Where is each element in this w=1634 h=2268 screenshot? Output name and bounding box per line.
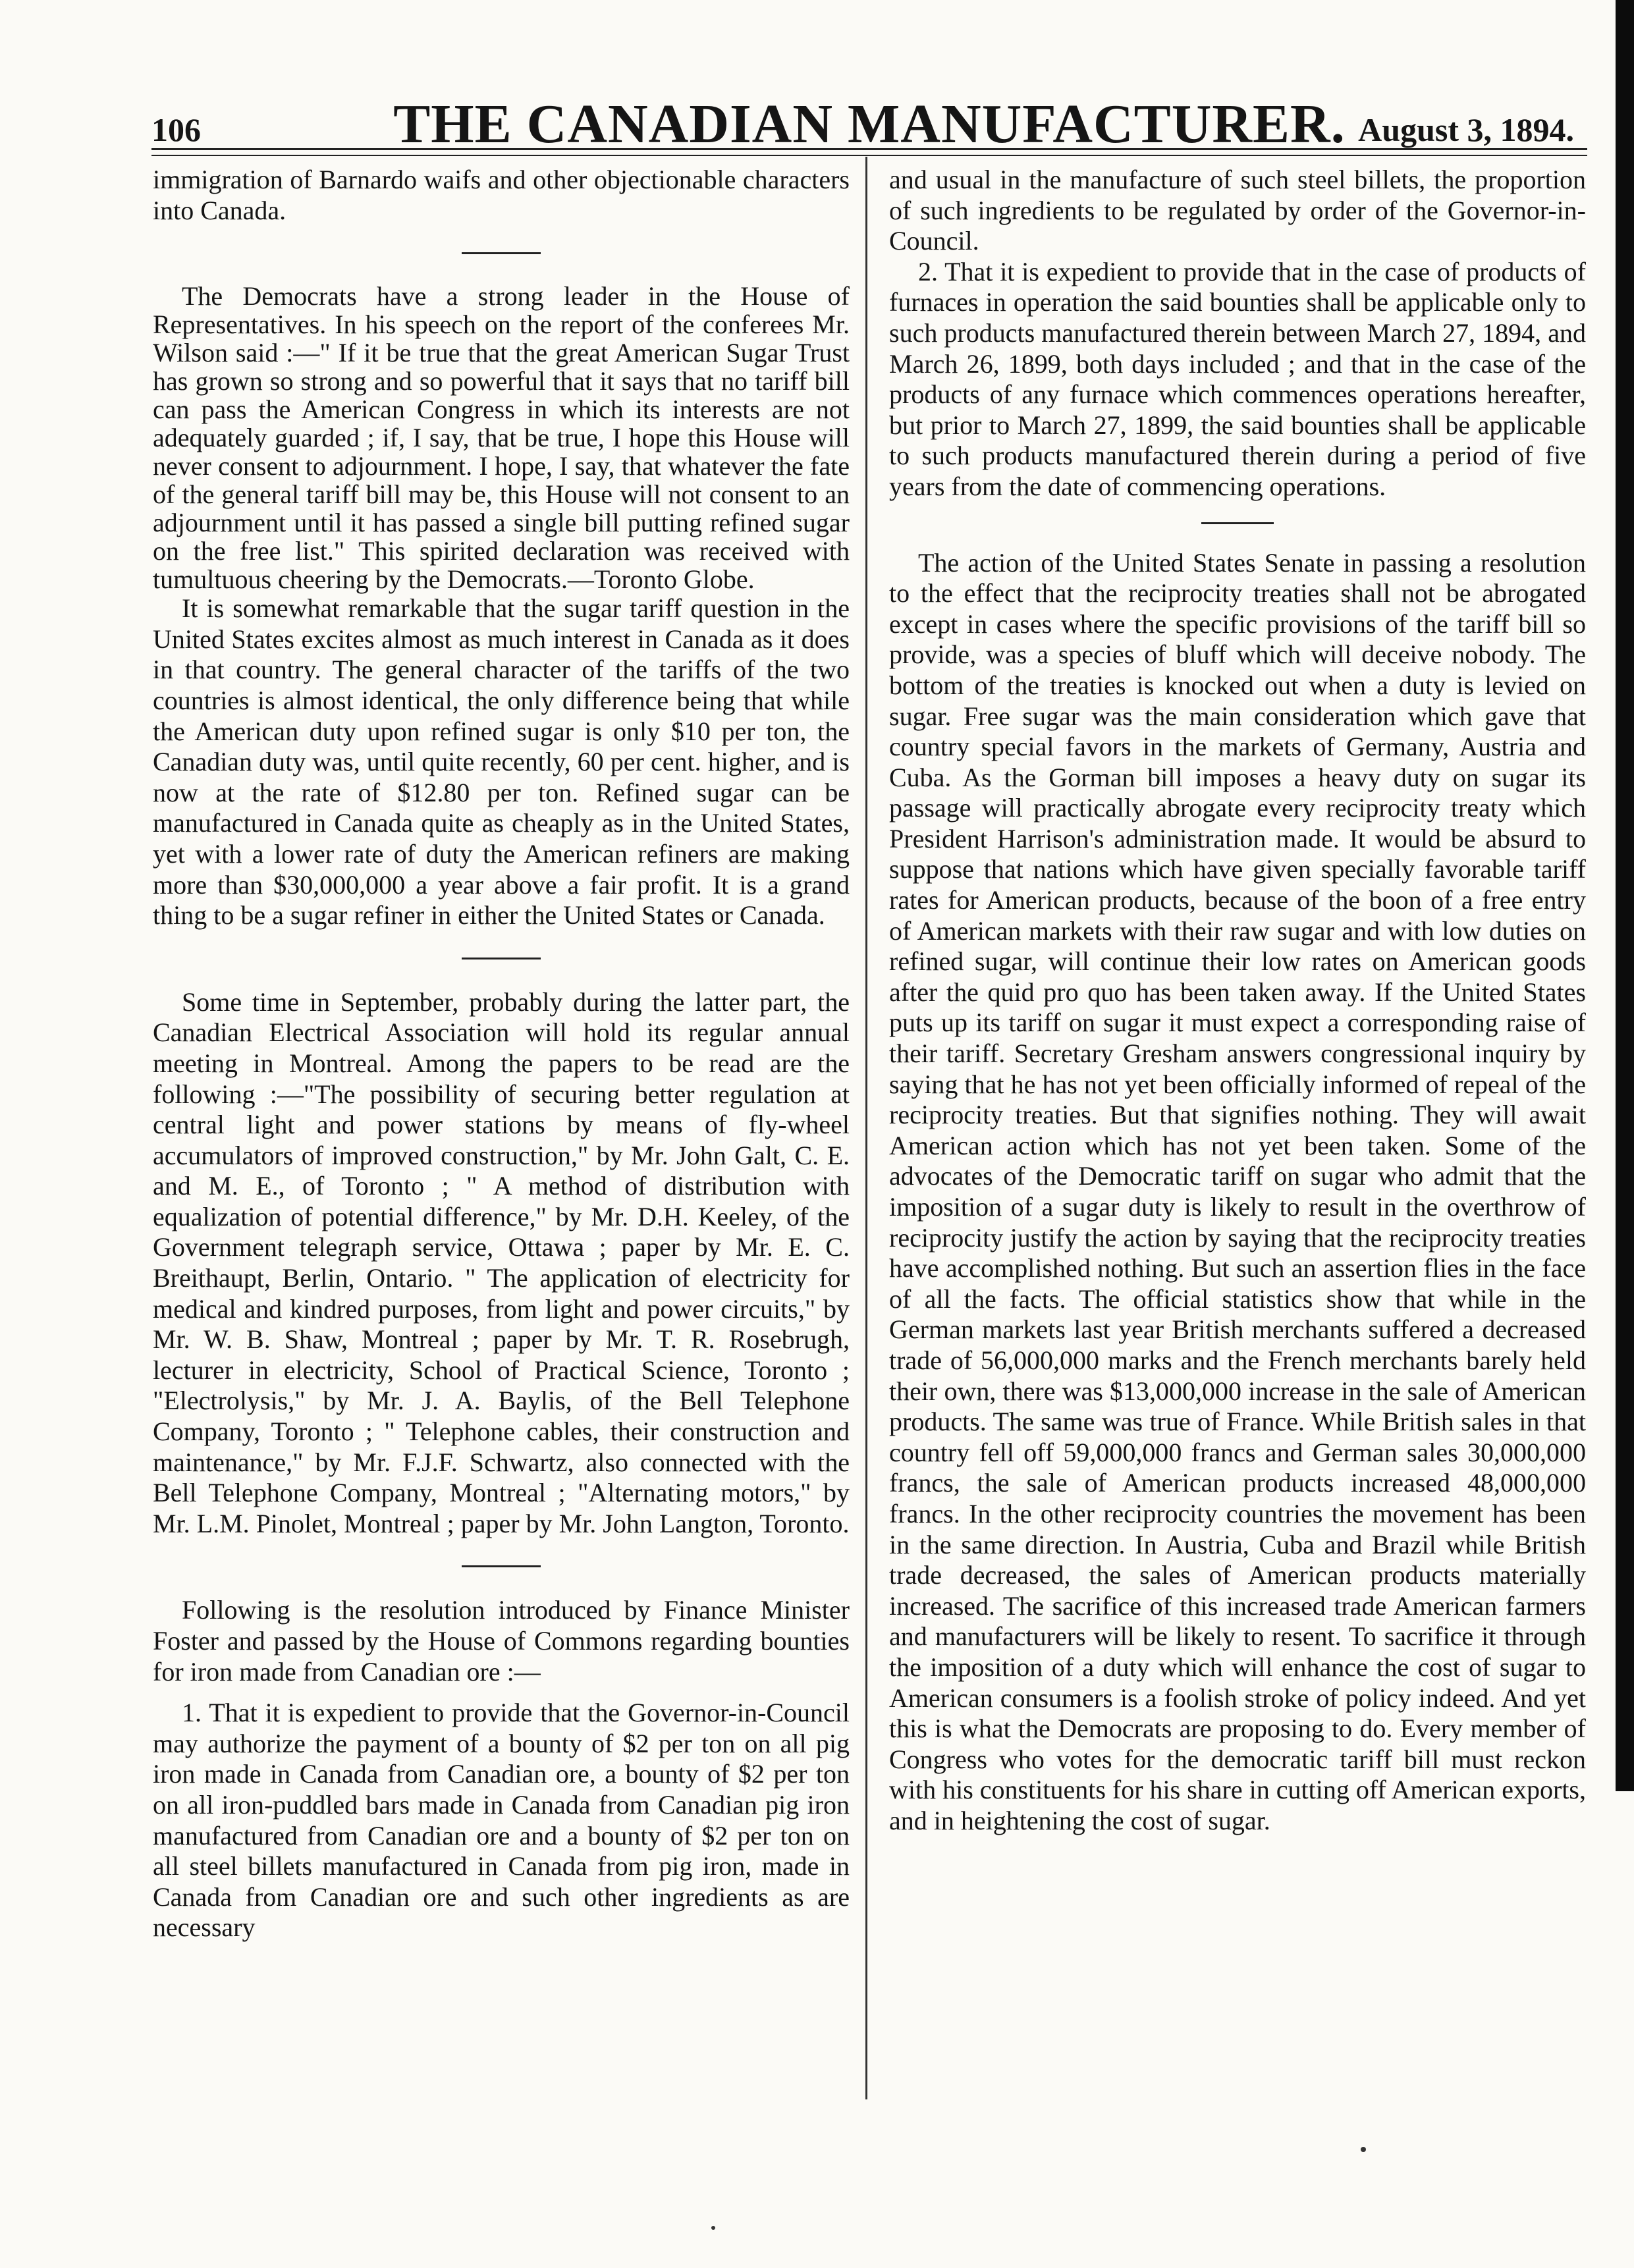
section-separator	[462, 1565, 541, 1567]
issue-date: August 3, 1894.	[1358, 111, 1574, 148]
page-edge-bar	[1616, 0, 1634, 1791]
print-speck	[711, 2226, 715, 2230]
page-header	[151, 86, 1587, 158]
article-sugar-tariff: It is somewhat remarkable that the sugar tariff question in the United States excites almost as much interest in Canada as it does in that country. The general character of the tariffs of the two countries is almost identical, the only difference being that while the American duty upon refined sugar is only $10 per ton, the Canadian duty was, until quite recently, 60 per cent. higher, and is now at the rate of $12.80 per ton. Refined sugar can be manufactured in Canada quite as cheaply as in the United States, yet with a lower rate of duty the American refiners are making more than $30,000,000 a year above a fair profit. It is a grand thing to be a sugar refiner in either the United States or Canada.	[153, 593, 850, 931]
article-iron-bounty-intro: Following is the resolution introduced by Finance Minister Foster and passed by the House of Commons regarding bounties for iron made from Canadian ore :—	[153, 1595, 850, 1687]
column-divider	[865, 157, 867, 2099]
section-separator	[462, 252, 541, 254]
page-number: 106	[151, 111, 201, 148]
article-reciprocity-treaties: The action of the United States Senate in passing a resolution to the effect that the reciprocity treaties shall not be abrogated except in cases where the specific provisions of the tariff bill so provide, was a species of bluff which will deceive nobody. The bottom of the treaties is knocked out when a duty is levied on sugar. Free sugar was the main consideration which gave that country special favors in the markets of Germany, Austria and Cuba. As the Gorman bill imposes a heavy duty on sugar its passage will practically abrogate every reciprocity treaty which President Harrison's administration made. It would be absurd to suppose that nations which have given specially favorable tariff rates for American products, because of the boon of a free entry of American markets with their raw sugar and with low duties on refined sugar, will continue their low rates on American goods after the quid pro quo has been taken away. If the United States puts up its tariff on sugar it must expect a corresponding raise of their tariff. Secretary Gresham answers congressional inquiry by saying that he has not yet been officially informed of repeal of the reciprocity treaties. But that signifies nothing. They will await American action which has not yet been taken. Some of the advocates of the Democratic tariff on sugar who admit that the imposition of a sugar duty is likely to result in the overthrow of reciprocity justify the action by saying that the reciprocity treaties have accomplished nothing. But such an assertion flies in the face of all the facts. The official statistics show that while in the German markets last year British merchants suffered a decreased trade of 56,000,000 marks and the French merchants barely held their own, there was $13,000,000 increase in the sale of American products. The same was true of France. While British sales in that country fell off 59,000,000 francs and German sales 30,000,000 francs, the sale of American products increased 48,000,000 francs. In the other reciprocity countries the movement has been in the same direction. In Austria, Cuba and Brazil while British trade decreased, the sales of American products materially increased. The sacrifice of this increased trade American farmers and manufacturers will be likely to resent. To sacrifice it through the imposition of a duty which will enhance the cost of sugar to American consumers is a foolish stroke of policy indeed. And yet this is what the Democrats are proposing to do. Every member of Congress who votes for the democratic tariff bill must reckon with his constituents for his share in cutting off American exports, and in heightening the cost of sugar.	[889, 547, 1586, 1835]
section-separator	[462, 958, 541, 959]
resolution-clause-1: 1. That it is expedient to provide that the Governor-in-Council may authorize the payment of a bounty of $2 per ton on all pig iron made in Canada from Canadian ore, a bounty of $2 per ton on all iron-puddled bars made in Canada from Canadian pig iron manufactured from Canadian ore and a bounty of $2 per ton on all steel billets manufactured in Canada from pig iron, made in Canada from Canadian ore and such other ingredients as are necessary	[153, 1698, 850, 1943]
section-separator	[1201, 522, 1274, 524]
publication-title: THE CANADIAN MANUFACTURER.	[393, 94, 1346, 155]
article-electrical-association: Some time in September, probably during the latter part, the Canadian Electrical Association will hold its regular annual meeting in Montreal. Among the papers to be read are the following :—"The possibility of securing better regulation at central light and power stations by means of fly-wheel accumulators of improved construction," by Mr. John Galt, C. E. and M. E., of Toronto ; " A method of distribution with equalization of potential difference," by Mr. D.H. Keeley, of the Government telegraph service, Ottawa ; paper by Mr. E. C. Breithaupt, Berlin, Ontario. " The application of electricity for medical and kindred purposes, from light and power circuits," by Mr. W. B. Shaw, Montreal ; paper by Mr. T. R. Rosebrugh, lecturer in electricity, School of Practical Science, Toronto ; "Electrolysis," by Mr. J. A. Baylis, of the Bell Telephone Company, Toronto ; " Telephone cables, their construction and maintenance," by Mr. F.J.F. Schwartz, also connected with the Bell Telephone Company, Montreal ; "Alternating motors," by Mr. L.M. Pinolet, Montreal ; paper by Mr. John Langton, Toronto.	[153, 986, 850, 1538]
article-democrats-leader: The Democrats have a strong leader in the House of Representatives. In his speech on the report of the conferees Mr. Wilson said :—" If it be true that the great American Sugar Trust has grown so strong and so powerful that it says that no tariff bill can pass the American Congress in which its interests are not adequately guarded ; if, I say, that be true, I hope this House will never consent to adjournment. I hope, I say, that whatever the fate of the general tariff bill may be, this House will not consent to an adjournment until it has passed a single bill putting refined sugar on the free list." This spirited declaration was received with tumultuous cheering by the Democrats.—Toronto Globe.	[153, 281, 850, 595]
article-continuation: immigration of Barnardo waifs and other objectionable characters into Canada.	[153, 165, 850, 225]
resolution-clause-1-continued: and usual in the manufacture of such steel billets, the proportion of such ingredients to be regulated by order of the Governor-in-Council.	[889, 165, 1586, 256]
header-rule	[151, 148, 1587, 156]
print-speck	[1361, 2147, 1366, 2152]
resolution-clause-2: 2. That it is expedient to provide that in the case of products of furnaces in operation the said bounties shall be applicable only to such products manufactured therein between March 27, 1894, and March 26, 1899, both days included ; and that in the case of the products of any furnace which commences operations hereafter, but prior to March 27, 1899, the said bounties shall be applicable to such products manufactured therein during a period of five years from the date of commencing operations.	[889, 256, 1586, 501]
left-column	[153, 165, 850, 1943]
right-column	[889, 165, 1586, 1836]
